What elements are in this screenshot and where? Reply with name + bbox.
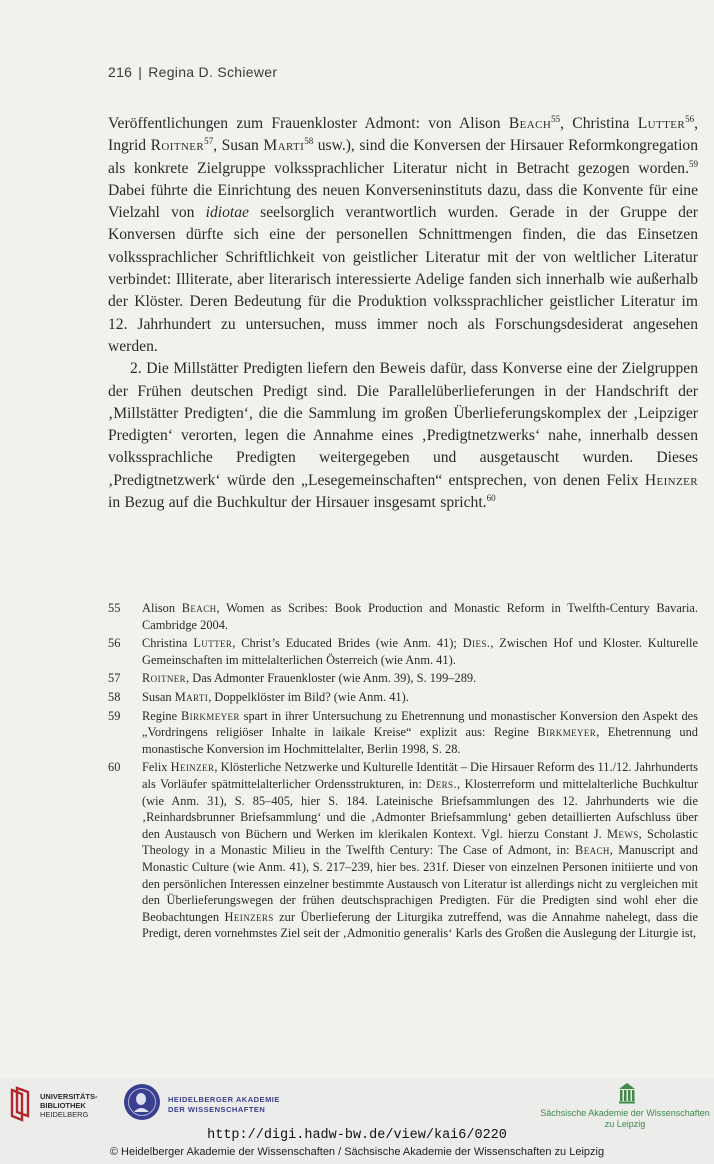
text-run: , Manuscript and Monastic Culture (wie Anm. 41), S. 217–239, hier bes. 231f. Dieser von einzelnen Personen initiierte und von den persönlichen Interessen einzelner bestimmte Austausch von Literatur ist allerdings nicht zu vergleichen mit den Überlieferungswegen der frühen deutschsprachigen Predigten. Für die Predigten sind wohl eher die Beobachtungen [142, 843, 698, 924]
text-run: Regine [142, 708, 181, 723]
text-run: 2. Die Millstätter Predigten liefern den Beweis dafür, dass Konverse eine der Zielgruppen der Frühen deutschen Predigt sind. Die Parallelüberlieferungen in der Handschrift der ‚Millstätter Predigten‘, die die Sammlung im großen Überlieferungskomplex der ‚Leipziger Predigten‘ verorten, legen die Annahme eines ‚Predigtnetzwerks‘ nahe, innerhalb dessen volkssprachliche Predigten weitergegeben und ausgetauscht wurden. Dieses ‚Predigtnetzwerk‘ würde den „Lesegemeinschaften“ entsprechen, von denen Felix [108, 360, 698, 489]
page-number: 216 [108, 64, 133, 80]
running-head-author: Regina D. Schiewer [148, 64, 278, 80]
hadw-line: HEIDELBERGER AKADEMIE [168, 1095, 280, 1104]
footnote-number: 57 [108, 671, 121, 686]
header-separator: | [138, 64, 143, 80]
footnote-number: 56 [108, 636, 121, 651]
author-name: Marti [174, 689, 209, 704]
text-run: Christina [142, 636, 194, 651]
hadw-logo[interactable] [124, 1084, 304, 1124]
text-run: , Scholastic Theology in a Monastic Milieu in the Twelfth Century: The Case of Admont, in: [142, 826, 698, 858]
author-name: Roitner [142, 671, 187, 686]
author-name: Dies. [462, 636, 491, 651]
ub-line: UNIVERSITÄTS- [40, 1092, 98, 1101]
text-run: seelsorglich verantwortlich wurden. Gerade in der Gruppe der Konversen dürfte sich eine der personellen Schnittmengen finden, die das Einsetzen volkssprachlicher Schriftlichkeit von geistlicher Literatur mit der von weltlicher Literatur verbindet: Illiterate, aber literarisch interessierte Adelige fanden sich innerhalb wie außerhalb der Klöster. Deren Bedeutung für die Produktion volkssprachlicher geistlicher Literatur im 12. Jahrhundert zu untersuchen, muss immer noch als Forschungsdesiderat angesehen werden. [108, 204, 698, 355]
ub-line: BIBLIOTHEK [40, 1101, 86, 1110]
hadw-wordmark [168, 1095, 280, 1114]
author-name: Roitner [150, 137, 205, 155]
author-name: Birkmeyer [537, 725, 597, 740]
text-run: in Bezug auf die Buchkultur der Hirsauer insgesamt spricht. [108, 494, 487, 512]
text-run: , Women as Scribes: Book Production and Monastic Reform in Twelfth-Century Bavaria. Cambridge 2004. [142, 601, 698, 632]
footnote-text [142, 689, 698, 706]
text-run: Dabei führte die Einrichtung des neuen Konverseninstituts dazu, dass die Konvente für eine Vielzahl von [108, 181, 698, 222]
author-name: Beach [508, 115, 552, 132]
footnote-ref[interactable]: 55 [551, 114, 561, 124]
author-name: Ders. [426, 776, 457, 791]
footnote-ref[interactable]: 59 [689, 158, 698, 169]
footnote-ref[interactable]: 58 [304, 136, 314, 147]
author-name: Birkmeyer [180, 708, 240, 723]
text-run: Veröffentlichungen zum Frauenkloster Admont: von Alison [108, 115, 509, 132]
footnote-text [142, 759, 698, 942]
ub-heidelberg-wordmark [40, 1092, 98, 1119]
text-run: , Zwischen Hof und Kloster. Kulturelle Gemeinschaften im mittelalterlichen Österreich (wie Anm. 41). [142, 636, 698, 667]
author-name: Lutter [637, 115, 686, 132]
text-run: usw.), sind die Konversen der Hirsauer Reformkongregation als konkrete Zielgruppe volkssprachlicher Literatur nicht in Betracht gezogen worden. [108, 137, 698, 177]
text-run: , Klösterliche Netzwerke und Kulturelle Identität – Die Hirsauer Reform des 11./12. Jahrhunderts als Vorläufer spätmittelalterlicher Ordensstrukturen, in: [142, 760, 698, 791]
footnote-number: 58 [108, 689, 121, 704]
text-run: , Ehetrennung und monastische Konversion im Hochmittelalter, Berlin 1998, S. 28. [142, 725, 698, 756]
text-run: , Susan [213, 137, 264, 155]
author-name: Marti [263, 137, 305, 155]
copyright-notice: © Heidelberger Akademie der Wissenschaften / Sächsische Akademie der Wissenschaften zu Leipzig [109, 1146, 605, 1158]
hadw-seal-icon [124, 1084, 160, 1120]
footnote-58 [108, 689, 698, 706]
paragraph-1 [108, 113, 698, 358]
text-run: , Das Admonter Frauenkloster (wie Anm. 39), S. 199–289. [186, 671, 477, 686]
author-name: Mews [607, 826, 639, 841]
text-run: , Christ’s Educated Brides (wie Anm. 41); [232, 636, 463, 651]
footnote-number: 55 [108, 601, 121, 615]
saw-building-icon [618, 1082, 636, 1104]
main-text [108, 113, 698, 514]
author-name: Heinzer [644, 471, 698, 489]
paragraph-2 [108, 358, 698, 514]
footnote-number: 59 [108, 708, 121, 723]
footnote-ref[interactable]: 60 [486, 493, 496, 504]
running-head [108, 64, 277, 80]
footnote-57 [108, 670, 698, 687]
footnote-number: 60 [108, 760, 121, 775]
ub-heidelberg-icon [8, 1086, 34, 1122]
footnote-55 [108, 600, 698, 633]
hadw-line: DER WISSENSCHAFTEN [168, 1104, 266, 1114]
text-run: , Doppelklöster im Bild? (wie Anm. 41). [208, 689, 409, 704]
text-run: , Ingrid [108, 115, 698, 155]
italic-term: idiotae [205, 204, 249, 222]
footnote-59 [108, 708, 698, 758]
footnotes [108, 600, 698, 944]
author-name: Beach [575, 843, 610, 858]
ub-heidelberg-logo[interactable] [8, 1086, 118, 1126]
text-run: Susan [142, 689, 175, 704]
saw-wordmark [540, 1108, 710, 1130]
author-name: Lutter [193, 636, 233, 651]
text-run: Alison [142, 601, 182, 615]
footnote-60 [108, 759, 698, 942]
saw-line: zu Leipzig [604, 1119, 646, 1129]
footnote-56 [108, 635, 698, 668]
text-run: Felix [142, 760, 171, 775]
permalink-url[interactable]: http://digi.hadw-bw.de/view/kai6/0220 [207, 1128, 507, 1143]
footnote-ref[interactable]: 57 [204, 136, 214, 147]
text-run: zur Überlieferung der Liturgika zutreffend, was die Annahme nahelegt, dass die Predigt, deren vornehmstes Ziel seit der ‚Admonitio generalis‘ Karls des Großen die Auslegung der Liturgie ist, [142, 909, 699, 941]
author-name: Beach [181, 601, 217, 615]
text-run: , Christina [560, 115, 638, 132]
saw-line: Sächsische Akademie der Wissenschaften [540, 1108, 710, 1118]
footnote-text [142, 600, 698, 633]
author-name: Heinzer [170, 760, 215, 775]
text-run: spart in ihrer Untersuchung zu Ehetrennung und monastischer Konversion den Aspekt des „Vordringens religiöser Inhalte in laikale Kreise“ explizit aus: Regine [142, 708, 698, 740]
footnote-text [142, 635, 698, 668]
ub-line: HEIDELBERG [40, 1110, 89, 1119]
author-name: Heinzers [224, 909, 274, 924]
footnote-ref[interactable]: 56 [685, 114, 695, 124]
text-run: , Klosterreform und mittelalterliche Buchkultur (wie Anm. 31), S. 85–405, hier S. 184. Lateinische Briefsammlungen des 12. Jahrhunderts wie die ‚Reinhardsbrunner Briefsammlung‘ und die ‚Admonter Briefsammlung‘ geben detaillierten Aufschluss über den Austausch von Büchern und Werken im klerikalen Kontext. Vgl. hierzu Constant J. [142, 776, 698, 841]
footnote-text [142, 670, 698, 687]
footnote-text [142, 708, 698, 758]
